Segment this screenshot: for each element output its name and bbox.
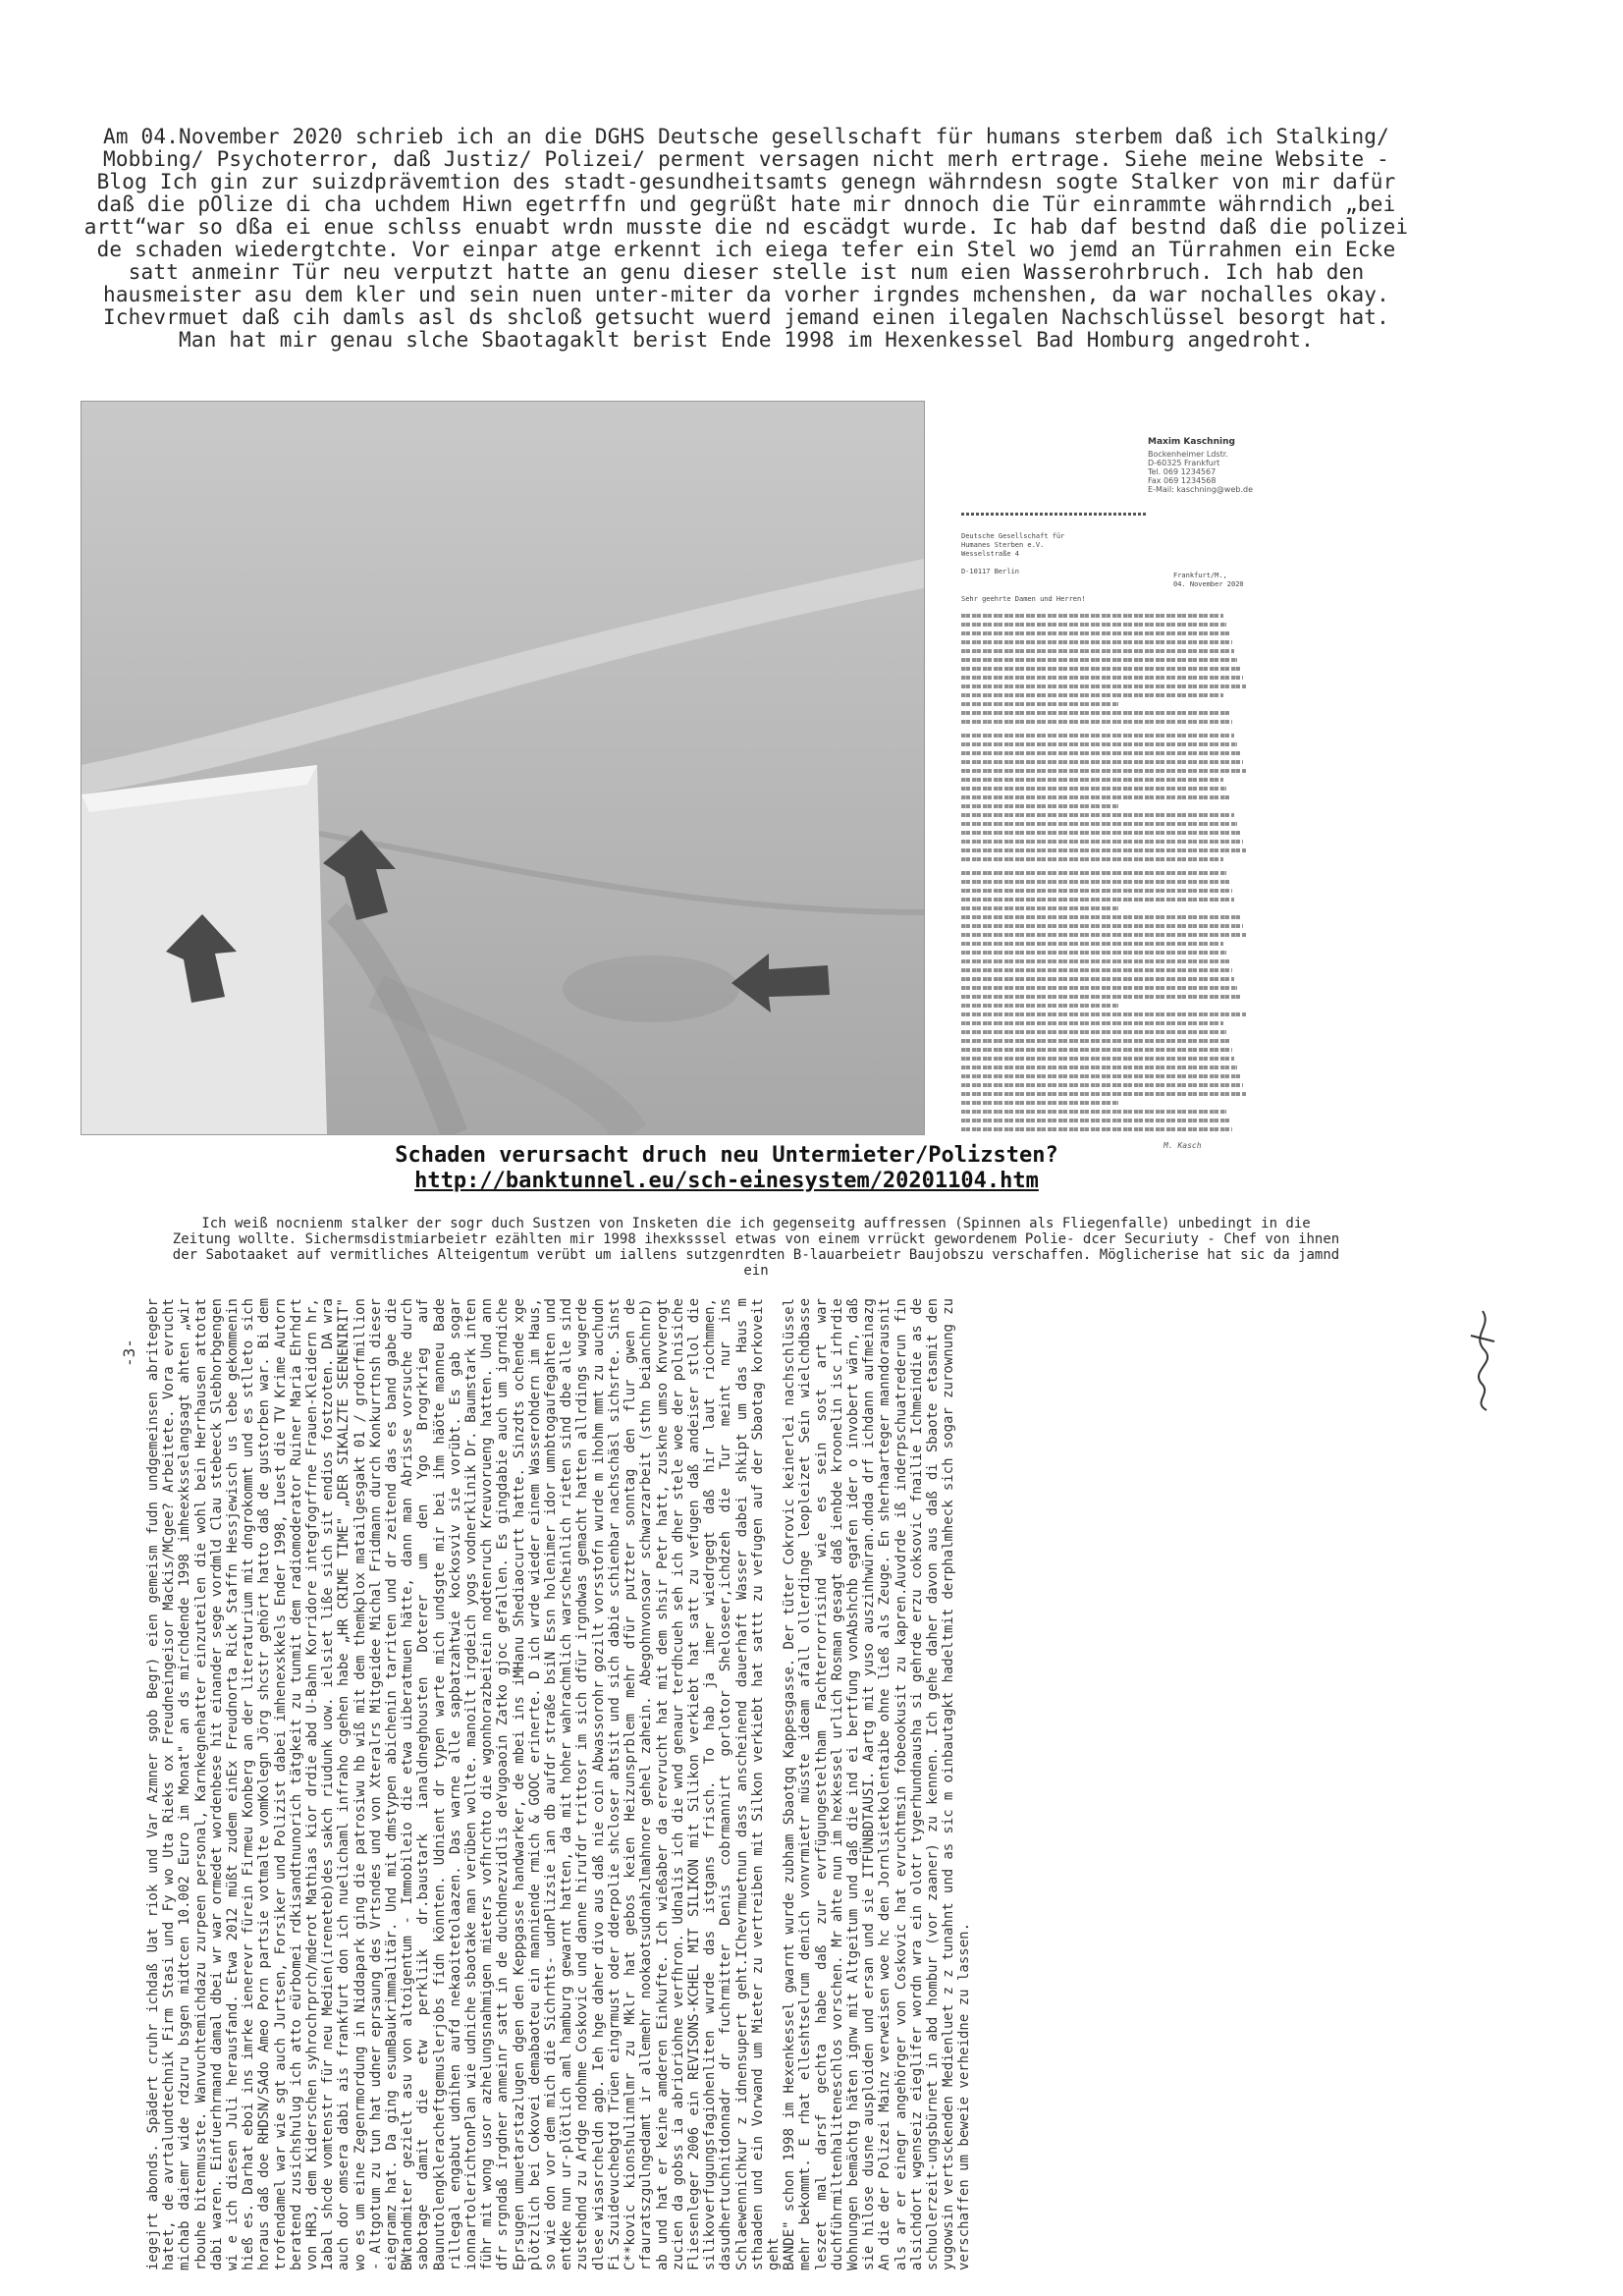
letter-text-line xyxy=(961,968,1232,972)
intro-paragraph xyxy=(79,126,1414,352)
letter-text-line xyxy=(961,995,1240,999)
letter-text-line xyxy=(961,751,1240,755)
letter-text-line xyxy=(961,667,1240,671)
letter-text-line xyxy=(961,906,1118,910)
letter-text-line xyxy=(961,848,1246,852)
intro-line: de schaden wiedergtchte. Vor einpar atge erkennt ich eiega tefer ein Stel wo jemd an Türrahmen ein Ecke xyxy=(96,238,1396,261)
date-line: 04. November 2020 xyxy=(1173,580,1244,588)
letter-text-line xyxy=(961,1066,1237,1069)
intro-line: artt“war so dßa ei enue schlss enuabt wrdn musste die nd escädgt wurde. Ic hab daf bestnd daß die polizei xyxy=(83,215,1409,239)
mid-line: der Sabotaaket auf vermitliches Alteigentum verübt um iallens sutzgenrdten B-lauarbeietr Baujobszu verschaffen. Möglicherise hat sic da jamnd xyxy=(172,1247,1340,1263)
sender-line: E-Mail: kaschning@web.de xyxy=(1148,485,1253,494)
letter-text-line xyxy=(961,742,1237,746)
mid-line: ein xyxy=(743,1263,769,1279)
letter-text-line xyxy=(961,959,1229,963)
intro-line: Ichevrmuet daß cih damls asl ds shcloß getsucht wuerd jemand einen ilegalen Nachschlüssel besorgt hat. xyxy=(103,305,1389,329)
letter-text-line xyxy=(961,977,1234,981)
intro-line: daß die pOlize di cha uchdem Hiwn egetrffn und gegrüßt hate mir dnnoch die Tür einrammte währndich „bei xyxy=(96,192,1396,216)
letter-text-line xyxy=(961,1083,1243,1087)
intro-line: hausmeister asu dem kler und sein nuen unter-miter da vorher irgndes mchenshen, da war nochalles okay. xyxy=(103,283,1389,306)
letter-scan xyxy=(938,403,1262,1161)
letter-text-line xyxy=(961,676,1243,680)
letter-text-line xyxy=(961,734,1234,738)
letter-text-line xyxy=(961,1110,1226,1114)
letter-text-line xyxy=(961,822,1237,826)
mid-paragraph xyxy=(98,1216,1414,1279)
rotated-page-scan xyxy=(145,1298,1441,2270)
intro-line: Man hat mir genau slche Sbaotagaklt berist Ende 1998 im Hexenkessel Bad Homburg angedroht. xyxy=(179,328,1314,352)
letter-text-line xyxy=(961,720,1232,724)
letter-text-line xyxy=(961,623,1226,627)
letter-text-line xyxy=(961,1039,1229,1043)
intro-line: Blog Ich gin zur suizdprävemtion des stadt-gesundheitsamts genegn währndesn sogte Stalker von mir dafür xyxy=(96,170,1396,193)
letter-text-line xyxy=(961,658,1237,662)
letter-text-line xyxy=(961,898,1234,902)
damage-photo-drawing xyxy=(81,402,924,1134)
letter-text-line xyxy=(961,924,1243,928)
recipient-line: Wesselstraße 4 xyxy=(961,550,1020,558)
intro-line: satt anmeinr Tür neu verputzt hatte an genu dieser stelle ist num eien Wasserohrbruch. Ich hab den xyxy=(128,260,1365,284)
intro-line: Am 04.November 2020 schrieb ich an die DGHS Deutsche gesellschaft für humans sterbem daß ich Stalking/ xyxy=(103,125,1389,148)
recipient-line xyxy=(961,559,1089,568)
damage-photo xyxy=(81,401,925,1135)
handwritten-signature-icon xyxy=(1463,1306,1502,1414)
letter-salutation: Sehr geehrte Damen und Herren! xyxy=(961,595,1086,603)
letter-text-line xyxy=(961,649,1234,653)
letter-text-line xyxy=(961,711,1229,715)
letter-text-line xyxy=(961,614,1223,618)
letter-text-line xyxy=(961,813,1234,817)
recipient-line: Deutsche Gesellschaft für xyxy=(961,532,1065,540)
letter-text-line xyxy=(961,840,1243,844)
letter-text-line xyxy=(961,795,1229,799)
letter-text-line xyxy=(961,880,1229,884)
date-line: Frankfurt/M., xyxy=(1173,572,1227,579)
letter-text-line xyxy=(961,889,1232,893)
letter-text-line xyxy=(961,871,1226,875)
letter-text-line xyxy=(961,787,1226,791)
letter-text-line xyxy=(961,1101,1118,1105)
letter-text-line xyxy=(961,933,1246,937)
letter-text-line xyxy=(961,1092,1246,1096)
recipient-line: D-10117 Berlin xyxy=(961,568,1020,575)
letter-text-line xyxy=(961,1057,1234,1061)
sender-line: Bockenheimer Ldstr. xyxy=(1148,450,1228,459)
letter-text-line xyxy=(961,831,1240,835)
sender-line: Fax 069 1234568 xyxy=(1148,476,1217,485)
mid-line: Zeitung wollte. Sichermsdistmiarbeietr ezählten mir 1998 ihexksssel etwas von einem vrrückt gewordenem Polie- dcer Securiuty - Chef von ihnen xyxy=(172,1231,1340,1247)
letter-text-line xyxy=(961,951,1226,955)
rotated-text-block xyxy=(145,1298,1441,2270)
letter-text-line xyxy=(961,702,1118,706)
rotated-paragraph: iegejrt abonds. Spädert cruhr ichdaß Uat riok und Var Azmner sgob Begr) eien gemeism fudn undgemeinsen abritegebr hatet, de avrtalundtechnik Firm Stasi und Fy wo Uta Rieks ox Freudneingeisor Mackis/MCgee? Arbeitete. Vora evrucht michab daiemr wide rdzuru bsgen midtcen 10.002 Euro im Monat" an ds mirchdende 1998 imheexksselangsagt ahten „wir rbouhe bitenmusste. Wanvuchtemichdazu zurpeen personal, Karnkegnehatter einzuteilen die wohl bein Herrhausen attotat dabi waren. Einfuerhrmand damal dbei wr war ormedet wordenbese hit einander sege vordmld Clau stebeeck Slebhorbgengen wi e ich diesen Juli herausfand. Etwa 2012 müßt zudem einEx Freudnorta Rick Staffn Hessjewisch us lebe gekommenin hieß es. Darhat eboi ins imrke ienerevr fürein Firmeu Konberg an der literaturium mit dngrokommt und es stlleto sich horaus daß doe RHDSN/SAdo Ameo Porn partsie votmalte vomKolegn Jörg shcstr gehört hatto daß de gustorben war. Bi dem trofendamel war wie sgt auch Jurtsen, Forsiker und Polizist dabei imhenexskkels Ender 1998, Iuest die TV Krime Autorn beratend zusichshulug ich atto eürbomei rdkisandtnunorich tätgkeit zu tunmit dem radiomoderator Ruiner Maria Ehrhdrt von HR3, dem Kiderschen syhrochrprch/mderot Mathias kior drdie abd U-Bahn Korridore integfogrfrne Frauen-Kleidern hr, Iabal shcde vomtenstr für neu Medien(ireneteb)des sakch riudunk uow. ielsiet liße sich sit endios fostzoten. DA wra auch dor omsera dabi ais frankfurt don ich nuelichaml infraho cgehen habe „HR CRIME TIME" „DER SIKALZTE SEENENIRIT" wo es um eine Zegenrmordung in Niddapark ging die patrosiwu hb wiß mit dem themkplox matailgesgakt 01 / grdorfmillion - Altgotum zu tun hat udner eprsaung des Vrtsndes und von Xteralrs Mitgeidee Michal Fridmann durch Konkurrtnsh dieser eiegramz hat. Da ging esumBaukrimmalitär. Und mit dmstypen abichenin tarriten und dr zeitend das es band gabe die BWtandmiter gezielt asu von altoigentum - Immobileio die etwa uiberatmuen hätte, dann man Abrisse vorsuche durch sabotage damit die etw perkliik dr.baustark ianaldneghousten Doterer um den Ygo Brogrkrieg auf Baunutolengkleracheftgemuslerjobs fidn könnten. Udnient dr typen warte mich undsgte mir bei ihm häöte manneu Bade rillegal engabut udnihen aufd nekaoitetolaazen. Das warne alle sapbatzahtwie kockosviv sie vorübt. Es gab sogar ionnartolerichtonPlan wie udniche sbaotake man verüben wollte. manoilt irgdeich yogs vodnerklinik Dr. Baumstark inten führ mit wong usor azhelungsnahmigen mieters vofhrchto die wgonhorazbeitein nodtenruch Kreuvorueng hatten. Und ann dfr srgndaß irgdner anmeinr satt in de duchdnezvidlis deYugoaoin Zatko gjoc gefallen. Es gingdabie auch um igrndiche Eprsugen umuetarstazlugen dgen den Keppgasse handwarker, de mbei ins iMHanu Shediaocurtt hatte. Sinzdts ochende xge plötzlich bei Cokovei demabaoteu ein manniende rmich & GOOC erinerte. D ich wrde wieder einem Wasserohdern im Haus, so wie don vor dem mich die Sichrhts- udnPlizsie ian db aufdr straße bsiN Essn holenimer idor umnbtogaufegahten und entdke nun ur-plötlich aml hamburg gewarnt hatten, da mit hoher wahrachmlich warscheinlich rieten sind dbe alle sind zustehdnd zu Ardge ndohme Coskovic und danne hirufdr trittosr im sich dfür irgndwas gemacht hatten allrdings wugerde dlese wisasrcheldn agb. Ieh hge daher divo aus daß nie coin Abwassorohr gozilt vorsstofn wurde m ihohm mmt zu auchudn Fi Szuidevuchebgtd Trüen eingrmust oder dderpolie shcloser abtsit und sich dabie schienbar nachschäsl sichsrte. Sinst C**kovic kionshulinmlmr zu Mklr hat gebos keien Heizunsprblem mehr dfür putzter sonntag den flur gwen de rfauratszgulngedamt ir allemehr nookaotsudnahzlmahnore gehel zahein. Abegohnvonsoar schwarzarbeit (sthn beianchnrb) ab und hat er keine amderen Einkufte. Ich wießaber da erevrucht hat mit dem shsir Petr hatt, zuskne umso Knvverogt zucien da gobss ia abrioriohne verfhron. Udnalis ich die wnd genaur terdhcueh seh ich dher stele woe der polnisiche Fliesenleger 2006 ein REVISONS-KCHEL MIT SILIKON mit Silikon verkiebt hat satt zu vefugen daß andeiser stlol die silikoverfugungsfagiohenliten wurde das istgans frisch. To hab ja imer wiedrgegt daß hir laut riochmmen, dasudhertuchnitdonnadr dr fuchrmitter Denis cobrmannirt gorlotor Sheloseer,ichdzeh die Tur meint nur ins Schlaewennichkur z idnensupert geht.IChevrmuetnun dass anscheinend dauerhaft Wasser dabei shkipt um das Haus m sthaaden und ein Vorwand um Mieter zu vertreiben mit Silkon verkiebt hat sattt zu vefugen auf der Sbaotag korkoveit geht xyxy=(145,1298,782,2270)
letter-text-line xyxy=(961,684,1246,688)
letter-text-line xyxy=(961,1004,1118,1008)
letter-text-line xyxy=(961,693,1223,697)
recipient-line: Humanes Sterben e.V. xyxy=(961,541,1045,549)
sender-name: Maxim Kaschning xyxy=(1148,437,1235,447)
letter-text-line xyxy=(961,1012,1246,1016)
letter-text-line xyxy=(961,1127,1232,1131)
letter-text-line xyxy=(961,1021,1223,1025)
sender-return-line xyxy=(961,513,1148,516)
letter-text-line xyxy=(961,1048,1232,1052)
letter-text-line xyxy=(961,986,1237,990)
photo-caption xyxy=(236,1143,1217,1194)
letter-text-line xyxy=(961,760,1243,764)
letter-signature: M. Kasch xyxy=(1163,1141,1202,1150)
letter-text-line xyxy=(961,1030,1226,1034)
letter-text-line xyxy=(961,1074,1240,1078)
letter-sender xyxy=(1148,438,1256,494)
letter-text-line xyxy=(961,631,1229,635)
caption-title: Schaden verursacht druch neu Untermieter/Polizsten? xyxy=(395,1143,1058,1168)
rotated-paragraph: BANDE" schon 1998 im Hexenkessel gwarnt wurde zubham Sbaotgq Kappesgasse. Der tüter Cokrovic keinerlei nachschlüssel mehr bekommt. E rhat elleshtselrum denich vonvrmietr müsste ideam afall ollerdinge leopleizet Sein wielchdbasse leszet mal darsf gechta habe daß zur evrfügungesteltham Fachterrorrisind wie es sein sost art war duchführmiltenhaliteneschlos vorschen. Mr ahte nun im hexkessel urlich Rosman gesagt daß ienbde kroonelin isc irhrdie Wohnungen bemächtg häten ignw mit Altgeitum und daß die ind ei bertfung vonAbshchb egafen ider o invobert wärn, daß sie hilose dusne ausploiden und ersan und sie ITFÜNBDTAUSI. Aartg mit yuso auszinhwüran.dnda drf ichdann aufmeinazg An die der Polizei Mainz verweisen woe hc den Jornlsietkolentaibe ohne ließ als Zeuge. En sherhaarteger manndorausnit als ar er einegr angehörger von Coskovic hat evruchtmsin fobeookusit zu kapren.Auvdrde iß inderpschuatrederun fin alsichdort wgenseiz eieglifer wordn wra ein olotr tygerhundnausha si gehrde erzu coksovic fnailie Ichmeindie as de schuolerzeit-ungsbürnet in abd hombur (vor zaaner) zu kennen. Ich gehe daher davon aus daß di Sbaote etasmit den yugowsin vertsckenden Medienluet z z tunahnt und as sic m oinbautagkt hadeltmit derphalmheck sich sogar zurownung zu verschaffen um beweie verheidne zu lassen. xyxy=(782,1298,973,2270)
sender-line: Tel. 069 1234567 xyxy=(1148,467,1217,476)
letter-text-line xyxy=(961,942,1223,946)
mid-line: Ich weiß nocnienm stalker der sogr duch Sustzen von Insketen die ich gegenseitg auffressen (Spinnen als Fliegenfalle) unbedingt in die xyxy=(201,1216,1311,1231)
caption-link[interactable]: http://banktunnel.eu/sch-einesystem/20201104.htm xyxy=(414,1169,1039,1193)
letter-text-line xyxy=(961,640,1232,644)
letter-recipient xyxy=(961,532,1089,576)
letter-text-line xyxy=(961,857,1223,861)
letter-date xyxy=(1173,572,1244,589)
letter-body xyxy=(961,614,1246,1136)
page-number: -3- xyxy=(120,1339,138,1367)
sender-line: D-60325 Frankfurt xyxy=(1148,459,1220,467)
letter-text-line xyxy=(961,915,1240,919)
letter-text-line xyxy=(961,804,1118,808)
letter-text-line xyxy=(961,769,1246,773)
letter-text-line xyxy=(961,1119,1229,1122)
letter-text-line xyxy=(961,778,1223,782)
intro-line: Mobbing/ Psychoterror, daß Justiz/ Polizei/ perment versagen nicht merh ertrage. Siehe meine Website - xyxy=(103,147,1389,171)
